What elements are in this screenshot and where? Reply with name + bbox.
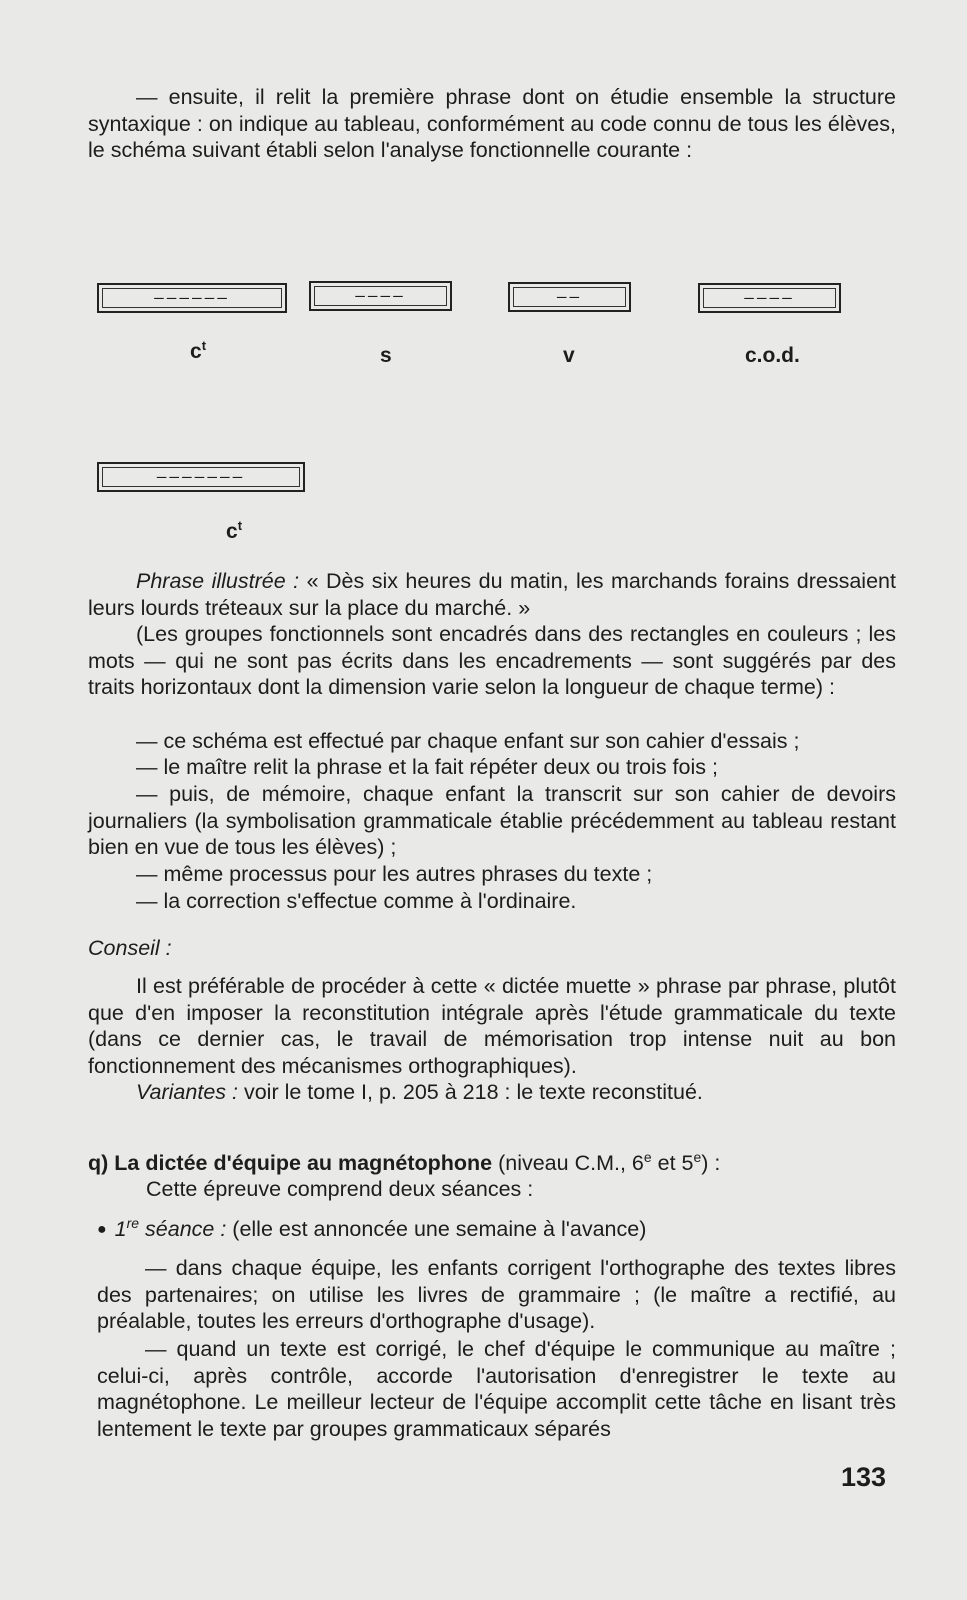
box-dashes: ——————— [156, 467, 246, 486]
phrase-text: « Dès six heures du matin, les marchands forains dressaient leurs lourds tréteaux sur la place du marché. » [88, 569, 896, 620]
illustrated-phrase [88, 568, 896, 621]
box-dashes: ———— [744, 288, 795, 307]
section-q-heading: q) La dictée d'équipe au magnétophone (niveau C.M., 6e et 5e) : [88, 1148, 721, 1175]
box-dashes: ———— [355, 286, 406, 305]
box-cod [698, 283, 841, 313]
step-5: — la correction s'effectue comme à l'ordinaire. [136, 889, 577, 913]
box-ct-2 [97, 462, 305, 492]
label-ct-2: $c^t$ [226, 518, 243, 543]
box-dashes: —— [556, 287, 583, 306]
bullet-icon: ● [97, 1221, 107, 1238]
paragraph-equipe-1: — dans chaque équipe, les enfants corrigent l'orthographe des textes libres des partenaires; on utilise les livres de grammaire ; (le maître a rectifié, au préalable, toutes les erreurs d'orthographe d'usage). [97, 1256, 896, 1334]
paragraph-groups: (Les groupes fonctionnels sont encadrés dans des rectangles en couleurs ; les mots — qui ne sont pas écrits dans les encadrements — sont suggérés par des traits horizontaux dont la dimension varie selon la longueur de chaque terme) : [88, 622, 896, 700]
phrase-label: Phrase illustrée : [136, 569, 300, 593]
section-letter: q) [88, 1151, 109, 1175]
step-3: — puis, de mémoire, chaque enfant la transcrit sur son cahier de devoirs journaliers (la symbolisation grammaticale établie précédemment au tableau restant bien en vue de tous les élèves) ; [88, 782, 896, 860]
step-2: — le maître relit la phrase et la fait répéter deux ou trois fois ; [136, 755, 718, 779]
variantes-text: voir le tome I, p. 205 à 218 : le texte reconstitué. [237, 1080, 703, 1104]
section-title: La dictée d'équipe au magnétophone [114, 1151, 493, 1175]
step-1: — ce schéma est effectué par chaque enfant sur son cahier d'essais ; [136, 729, 800, 753]
paragraph-intro: — ensuite, il relit la première phrase dont on étudie ensemble la structure syntaxique : on indique au tableau, conformément au code connu de tous les élèves, le schéma suivant établi selon l'analyse fonctionnelle courante : [88, 85, 896, 163]
variantes-line [88, 1079, 896, 1106]
conseil-text: Il est préférable de procéder à cette « dictée muette » phrase par phrase, plutôt que d'en imposer la reconstitution intégrale après l'étude grammaticale du texte (dans ce dernier cas, le travail de mémorisation trop intense nuit au bon fonctionnement des mécanismes orthographiques). [88, 974, 896, 1078]
step-4: — même processus pour les autres phrases du texte ; [136, 862, 653, 886]
section-intro: Cette épreuve comprend deux séances : [146, 1177, 534, 1201]
box-ct-1 [97, 283, 287, 313]
label-v: v [563, 344, 575, 367]
label-s: s [380, 344, 392, 367]
page-number: 133 [841, 1462, 887, 1492]
seance-line: ● 1re séance : (elle est annoncée une semaine à l'avance) [97, 1214, 647, 1241]
conseil-heading: Conseil : [88, 936, 172, 960]
label-cod: c.o.d. [745, 344, 800, 367]
box-dashes: —————— [154, 288, 230, 307]
variantes-label: Variantes : [136, 1080, 238, 1104]
box-subject [309, 281, 452, 311]
label-ct-1: $c^t$ [190, 338, 207, 363]
paragraph-equipe-2: — quand un texte est corrigé, le chef d'équipe le communique au maître ; celui-ci, après contrôle, accorde l'autorisation d'enregistrer le texte au magnétophone. Le meilleur lecteur de l'équipe accomplit cette tâche en lisant très lentement le texte par groupes grammaticaux séparés [97, 1337, 896, 1441]
box-verb [508, 282, 631, 312]
